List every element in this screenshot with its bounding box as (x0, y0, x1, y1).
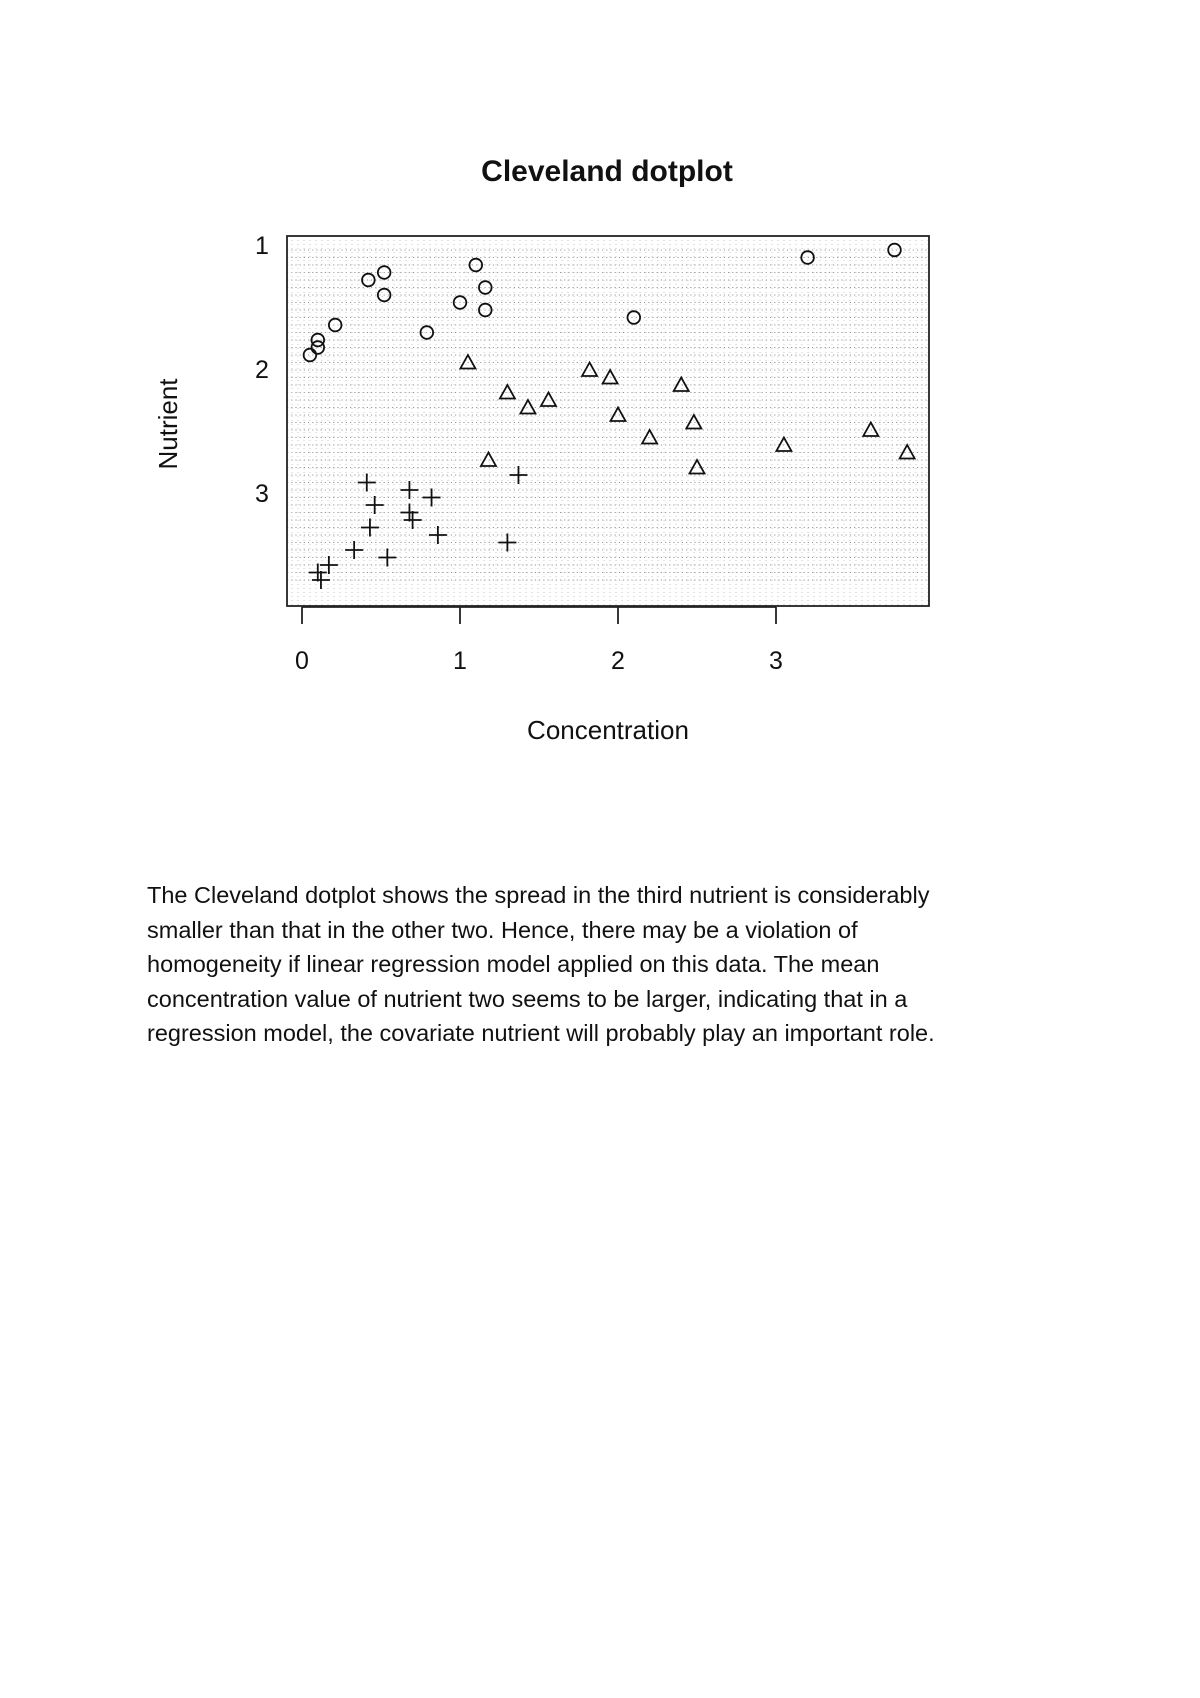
data-point-circle (888, 244, 901, 257)
data-point-plus (423, 489, 441, 507)
data-point-plus (312, 571, 330, 589)
data-point-triangle (642, 430, 657, 444)
x-axis-label: Concentration (527, 715, 689, 745)
data-point-triangle (690, 460, 705, 474)
data-point-plus (404, 511, 422, 529)
y-tick-label-2: 2 (255, 356, 269, 384)
description-paragraph (147, 878, 1077, 1051)
data-point-triangle (900, 445, 915, 459)
y-tick-label-3: 3 (255, 480, 269, 508)
x-axis (295, 607, 783, 675)
y-axis (255, 232, 269, 508)
data-point-plus (345, 541, 363, 559)
data-point-plus (400, 504, 418, 522)
data-point-plus (309, 564, 327, 582)
data-point-plus (358, 474, 376, 492)
data-point-circle (329, 319, 342, 332)
data-point-plus (378, 549, 396, 567)
plot-grid (287, 236, 929, 606)
x-tick-label-3: 3 (769, 647, 783, 675)
data-point-triangle (611, 408, 626, 422)
data-point-triangle (520, 400, 535, 414)
paragraph-line: regression model, the covariate nutrient will probably play an important role. (147, 1020, 935, 1046)
data-point-circle (628, 311, 641, 324)
cleveland-dotplot-chart (0, 0, 1200, 780)
data-point-plus (509, 466, 527, 484)
data-point-triangle (481, 453, 496, 467)
paragraph-line: smaller than that in the other two. Hence, there may be a violation of (147, 916, 858, 943)
data-point-plus (366, 496, 384, 514)
x-tick-label-2: 2 (611, 647, 625, 675)
paragraph-line: homogeneity if linear regression model applied on this data. The mean (147, 951, 880, 977)
data-point-plus (400, 481, 418, 499)
y-tick-label-1: 1 (255, 232, 269, 260)
data-point-plus (361, 519, 379, 537)
chart-title: Cleveland dotplot (481, 155, 733, 188)
data-point-triangle (541, 393, 556, 407)
paragraph-line: The Cleveland dotplot shows the spread in the third nutrient is considerably (147, 882, 930, 908)
data-point-plus (429, 526, 447, 544)
x-tick-label-1: 1 (453, 647, 467, 675)
data-point-triangle (686, 415, 701, 429)
data-point-plus (320, 556, 338, 574)
plot-frame (287, 236, 929, 606)
data-points (304, 244, 915, 589)
data-point-triangle (582, 363, 597, 377)
y-axis-label: Nutrient (153, 378, 183, 470)
paragraph-line: concentration value of nutrient two seems to be larger, indicating that in a (147, 985, 908, 1012)
data-point-circle (304, 349, 317, 362)
data-point-triangle (863, 423, 878, 437)
data-point-triangle (460, 355, 475, 369)
x-tick-label-0: 0 (295, 647, 309, 675)
